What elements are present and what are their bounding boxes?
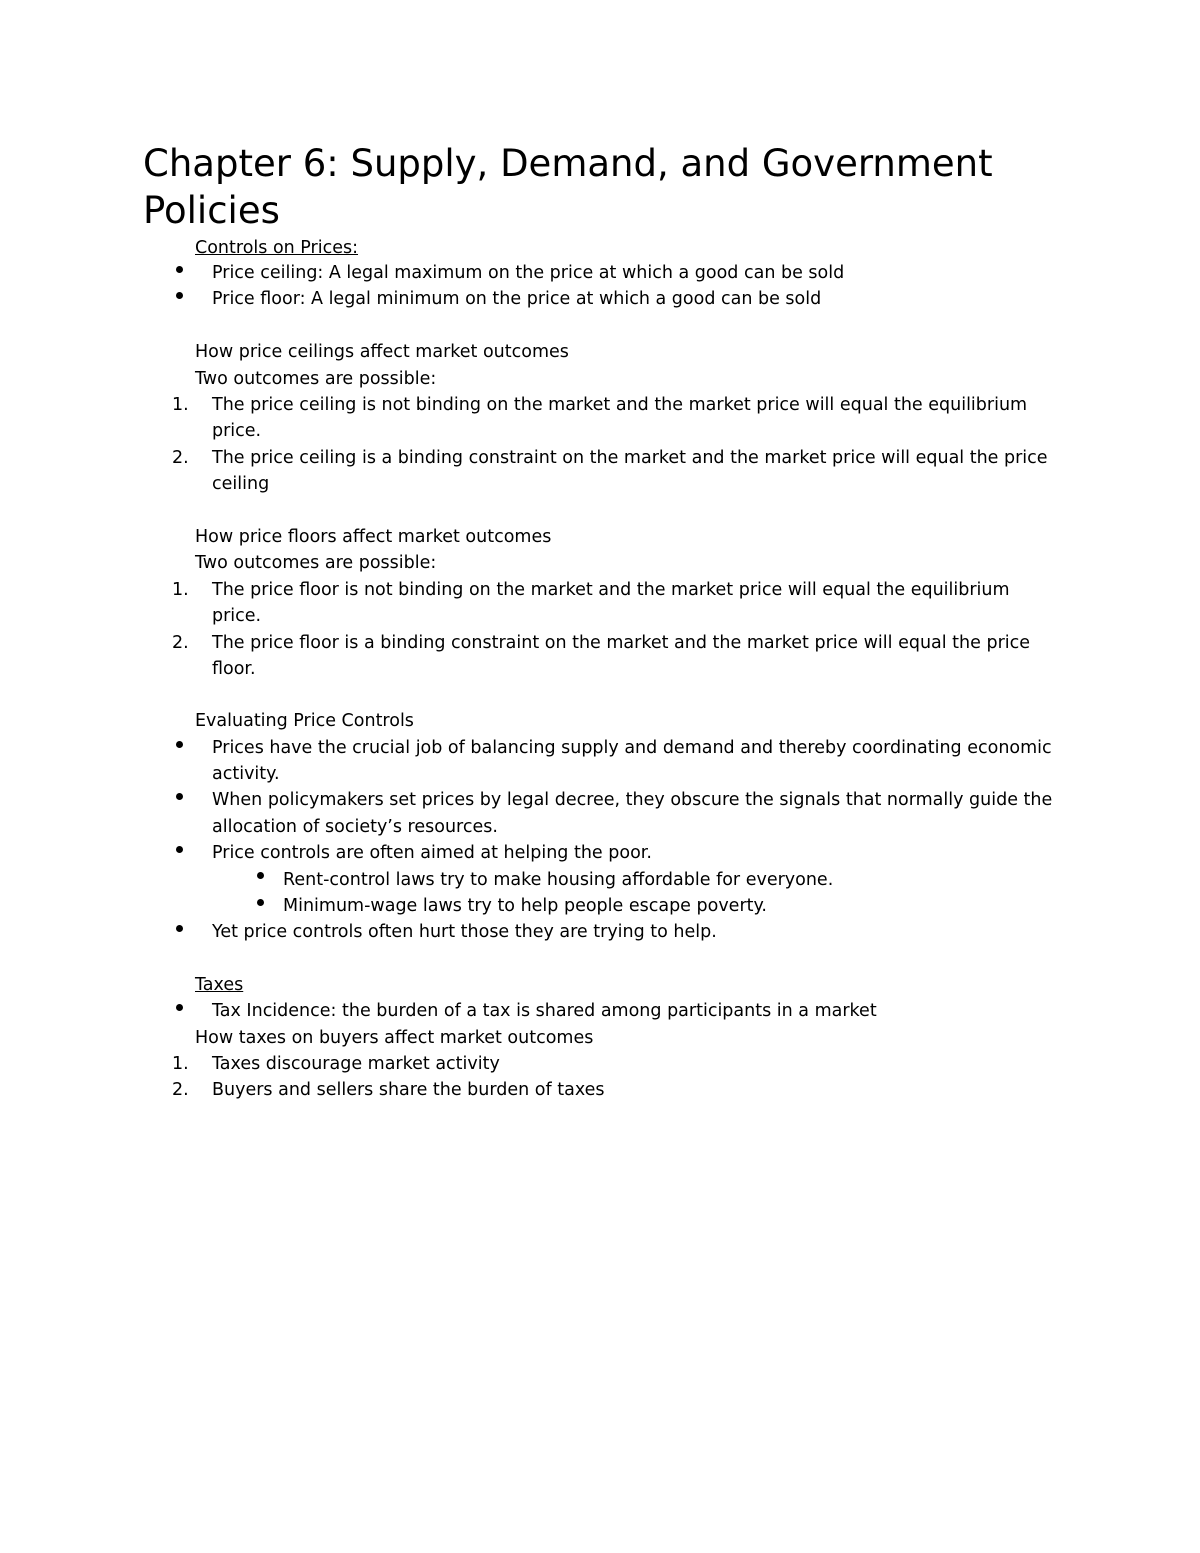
list-item: The price ceiling is a binding constraint on the market and the market price will equal the price — [212, 448, 1048, 468]
list-item-continuation: activity. — [212, 764, 280, 784]
list-item: Price floor: A legal minimum on the price at which a good can be sold — [212, 289, 822, 309]
list-item: Taxes discourage market activity — [212, 1054, 500, 1074]
list-item-continuation: ceiling — [212, 474, 270, 494]
list-item: The price ceiling is not binding on the market and the market price will equal the equilibrium — [212, 395, 1028, 415]
bullet-icon — [176, 266, 183, 273]
list-number: 1. — [172, 580, 189, 600]
sub-list-item: Minimum-wage laws try to help people escape poverty. — [283, 896, 767, 916]
page-title: Chapter 6: Supply, Demand, and Government Policies — [143, 142, 993, 232]
list-item-continuation: price. — [212, 421, 262, 441]
bullet-icon — [176, 846, 183, 853]
list-item-continuation: floor. — [212, 659, 256, 679]
list-item: The price floor is a binding constraint on the market and the market price will equal the price — [212, 633, 1031, 653]
list-item: Prices have the crucial job of balancing supply and demand and thereby coordinating economic — [212, 738, 1052, 758]
list-item-continuation: allocation of society’s resources. — [212, 817, 498, 837]
taxes-heading: Taxes — [195, 975, 244, 995]
bullet-icon — [176, 1004, 183, 1011]
evaluating-heading: Evaluating Price Controls — [195, 711, 414, 731]
list-item: When policymakers set prices by legal decree, they obscure the signals that normally guide the — [212, 790, 1053, 810]
bullet-icon — [176, 741, 183, 748]
taxes-subheading: How taxes on buyers affect market outcomes — [195, 1028, 594, 1048]
floors-heading: How price floors affect market outcomes — [195, 527, 552, 547]
list-number: 2. — [172, 1080, 189, 1100]
bullet-icon — [176, 925, 183, 932]
controls-heading: Controls on Prices: — [195, 238, 359, 258]
ceilings-heading: How price ceilings affect market outcomes — [195, 342, 569, 362]
list-number: 2. — [172, 633, 189, 653]
list-item: Price controls are often aimed at helping the poor. — [212, 843, 652, 863]
list-number: 2. — [172, 448, 189, 468]
ceilings-intro: Two outcomes are possible: — [195, 369, 437, 389]
list-item: Yet price controls often hurt those they are trying to help. — [212, 922, 717, 942]
list-item: Price ceiling: A legal maximum on the price at which a good can be sold — [212, 263, 845, 283]
list-item: The price floor is not binding on the market and the market price will equal the equilibrium — [212, 580, 1010, 600]
list-item-continuation: price. — [212, 606, 262, 626]
bullet-icon — [176, 292, 183, 299]
sub-bullet-icon — [257, 872, 264, 879]
list-number: 1. — [172, 1054, 189, 1074]
sub-bullet-icon — [257, 899, 264, 906]
list-number: 1. — [172, 395, 189, 415]
floors-intro: Two outcomes are possible: — [195, 553, 437, 573]
sub-list-item: Rent-control laws try to make housing affordable for everyone. — [283, 870, 834, 890]
list-item: Buyers and sellers share the burden of taxes — [212, 1080, 605, 1100]
bullet-icon — [176, 793, 183, 800]
list-item: Tax Incidence: the burden of a tax is shared among participants in a market — [212, 1001, 877, 1021]
